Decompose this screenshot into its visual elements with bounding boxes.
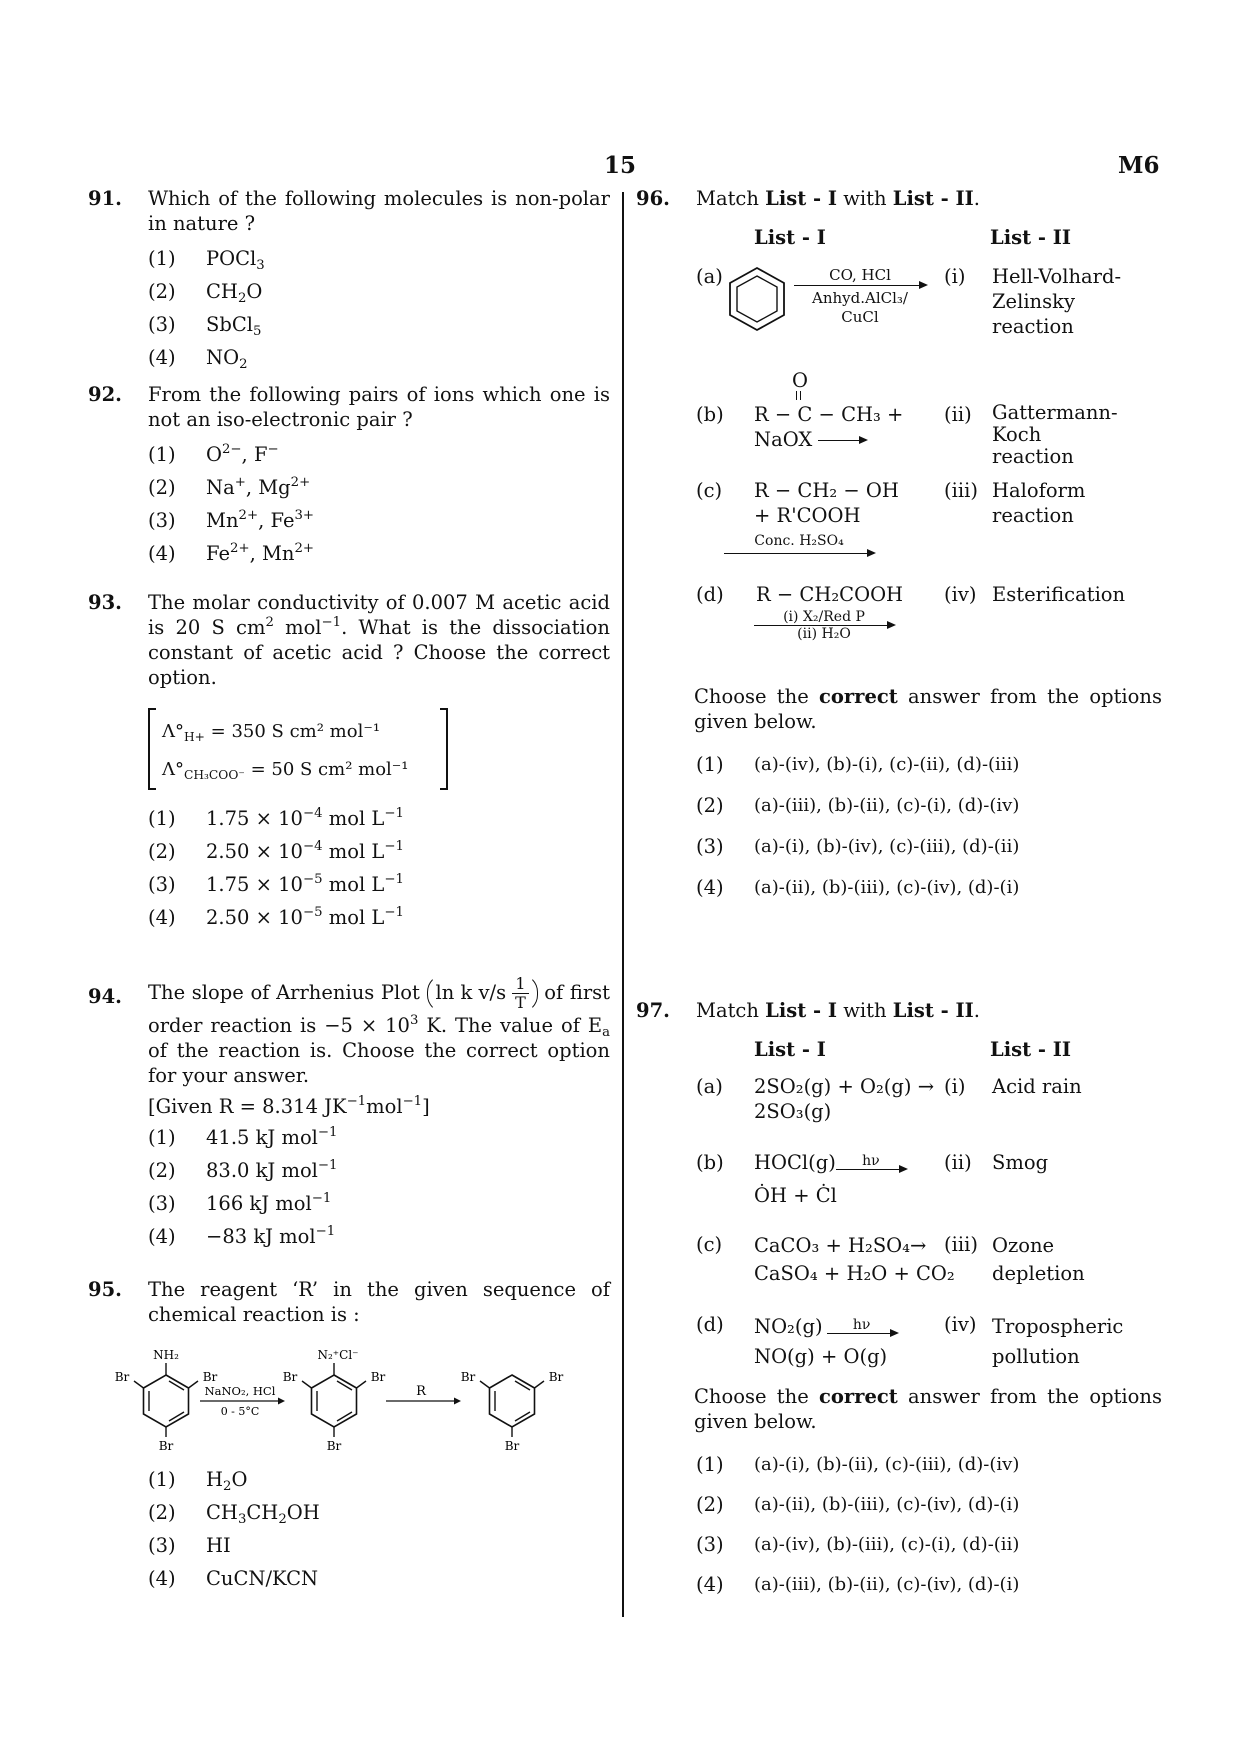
option-text: $1.75 \times 10^{-4}$ mol $L^{-1}$	[206, 806, 404, 830]
reaction-name: Gattermann-Koch reaction	[992, 401, 1118, 468]
option-label: (1)	[148, 1468, 176, 1491]
reaction-arrow-2	[386, 1384, 461, 1405]
option-label: (3)	[696, 1532, 724, 1556]
list-headers	[696, 1037, 1162, 1062]
nh2-label: NH₂	[153, 1348, 179, 1362]
row-label: (c)	[696, 1233, 723, 1256]
fraction: $\frac{1}{T}$	[512, 975, 528, 1012]
choose-instruction: Choose the correct answer from the options given below.	[694, 1385, 1162, 1433]
question-number: 94.	[88, 985, 122, 1008]
row-roman: (ii)	[944, 403, 972, 426]
option-text: −83 kJ mol$^{-1}$	[206, 1224, 336, 1248]
option-text: $2.50 \times 10^{-5}$ mol $L^{-1}$	[206, 905, 404, 929]
equation: 2SO₂(g) + O₂(g) → 2SO₃(g)	[754, 1075, 935, 1123]
right-column	[636, 186, 1162, 1604]
option-text: CuCN/KCN	[206, 1567, 319, 1590]
option[interactable]	[696, 1564, 1162, 1604]
environmental-effect: Ozone depletion	[992, 1234, 1085, 1285]
option-text: (a)-(iii), (b)-(ii), (c)-(i), (d)-(iv)	[754, 795, 1020, 816]
question-stem: The reagent ‘R’ in the given sequence of chemical reaction is :	[148, 1278, 610, 1326]
option-label: (1)	[148, 1126, 176, 1149]
given-constant: [Given R = 8.314 $JK^{-1}mol^{-1}$]	[148, 1094, 430, 1118]
option[interactable]	[148, 802, 610, 835]
question-number: 95.	[88, 1278, 122, 1301]
option[interactable]	[148, 275, 610, 308]
option-text: Na+, $Mg^{2+}$	[206, 475, 311, 499]
match-row-b	[696, 369, 1162, 468]
option-text: (a)-(ii), (b)-(iii), (c)-(iv), (d)-(i)	[754, 877, 1020, 898]
question-97	[636, 998, 1162, 1604]
row-roman: (i)	[944, 265, 966, 288]
question-number: 93.	[88, 591, 122, 614]
reaction-arrow	[724, 533, 874, 554]
option[interactable]	[148, 835, 610, 868]
choose-instruction: Choose the correct answer from the options given below.	[694, 685, 1162, 733]
match-row-b	[696, 1150, 1162, 1232]
arrow-line	[724, 553, 874, 554]
reagent-r-label: R	[416, 1384, 426, 1399]
diazonium-salt-structure	[283, 1348, 386, 1453]
arrow-condition-top: Conc. H₂SO₄	[754, 533, 844, 549]
carbonyl-oxygen: O	[792, 369, 808, 392]
options-list	[148, 802, 610, 934]
equation-line: R − CH₂ − OH	[754, 479, 899, 502]
options-list	[696, 1444, 1162, 1604]
reaction-arrow	[794, 266, 926, 327]
option[interactable]	[148, 868, 610, 901]
option[interactable]	[696, 826, 1162, 867]
option[interactable]	[148, 242, 610, 275]
esterification-equation	[754, 478, 944, 582]
option-text: POCl$_3$	[206, 247, 265, 273]
given-data-box	[148, 708, 448, 790]
option[interactable]	[148, 1496, 610, 1529]
option-label: (2)	[148, 1159, 176, 1182]
benzene-reaction	[726, 264, 944, 376]
column-divider	[622, 192, 624, 1617]
arrow-condition-bottom: CuCl	[841, 308, 879, 326]
row-roman: (iv)	[944, 583, 977, 606]
arrow-condition-bottom: 0 - 5°C	[220, 1405, 260, 1418]
option-text: $2.50 \times 10^{-4}$ mol $L^{-1}$	[206, 839, 404, 863]
option-label: (4)	[696, 1572, 724, 1596]
page-number: 15	[604, 152, 637, 179]
reaction-arrow	[818, 440, 866, 441]
option-label: (4)	[696, 876, 724, 899]
options-list	[148, 1121, 610, 1253]
options-list	[148, 1463, 610, 1595]
option-text: 166 kJ mol$^{-1}$	[206, 1191, 332, 1215]
option[interactable]	[148, 504, 610, 537]
environmental-effect: Tropospheric pollution	[992, 1315, 1124, 1368]
row-label: (d)	[696, 583, 724, 606]
option-label: (3)	[148, 1534, 176, 1557]
option[interactable]	[696, 1444, 1162, 1484]
match-row-d	[696, 1312, 1162, 1384]
option-text: (a)-(iv), (b)-(i), (c)-(ii), (d)-(iii)	[754, 754, 1020, 775]
row-roman: (iii)	[944, 479, 978, 502]
option[interactable]	[148, 1121, 610, 1154]
hvz-equation	[754, 582, 944, 684]
equation: CaCO₃ + H₂SO₄→ CaSO₄ + H₂O + CO₂	[754, 1234, 955, 1285]
row-label: (c)	[696, 479, 723, 502]
br-label: Br	[114, 1370, 130, 1384]
question-96	[636, 186, 1162, 998]
arrow-condition-top: hν	[862, 1153, 880, 1169]
option-label: (3)	[148, 1192, 176, 1215]
row-label: (d)	[696, 1313, 724, 1336]
left-column	[88, 186, 610, 1597]
br-label: Br	[202, 1370, 218, 1384]
option-label: (2)	[148, 1501, 176, 1524]
tribromobenzene-structure	[461, 1370, 564, 1453]
br-label: Br	[282, 1370, 298, 1384]
option[interactable]	[696, 744, 1162, 785]
given-line: $\Lambda^\circ_{CH_3COO^-} = 50$ S cm² mol⁻¹	[162, 759, 409, 782]
option-text: HI	[206, 1534, 231, 1557]
br-label: Br	[548, 1370, 564, 1384]
question-92	[88, 382, 610, 590]
haloform-equation	[754, 369, 944, 464]
option[interactable]	[148, 1463, 610, 1496]
option-text: 83.0 kJ mol$^{-1}$	[206, 1158, 338, 1182]
row-roman: (iv)	[944, 1313, 977, 1336]
option[interactable]	[148, 1220, 610, 1253]
reaction-name: Haloform reaction	[992, 479, 1086, 527]
option-label: (3)	[148, 509, 176, 532]
option-label: (3)	[148, 313, 176, 336]
option-text: (a)-(i), (b)-(iv), (c)-(iii), (d)-(ii)	[754, 836, 1020, 857]
arrow-line	[754, 625, 894, 626]
booklet-code: M6	[1118, 152, 1160, 179]
arrow-condition-top: CO, HCl	[829, 266, 891, 284]
benzene-ring-icon	[726, 264, 788, 334]
options-list	[148, 242, 610, 374]
option-text: 41.5 kJ mol$^{-1}$	[206, 1125, 338, 1149]
row-roman: (iii)	[944, 1233, 978, 1256]
match-row-a	[696, 264, 1162, 376]
match-row-c	[696, 1232, 1162, 1312]
option[interactable]	[148, 308, 610, 341]
equation-line: R − CH₂COOH	[756, 583, 904, 606]
option[interactable]	[148, 471, 610, 504]
option[interactable]	[148, 1187, 610, 1220]
question-stem: From the following pairs of ions which one is not an iso-electronic pair ?	[148, 383, 610, 431]
question-number: 96.	[636, 187, 670, 210]
option-label: (3)	[696, 835, 724, 858]
option-text: $Mn^{2+}$, $Fe^{3+}$	[206, 508, 315, 532]
br-label: Br	[504, 1439, 520, 1453]
equation: HOCl(g) hν ȮH + Ċl	[754, 1150, 944, 1232]
arrow-condition-top: hν	[852, 1317, 871, 1333]
option-text: (a)-(ii), (b)-(iii), (c)-(iv), (d)-(i)	[754, 1493, 1020, 1515]
equation-line: R − C − CH₃ +	[754, 403, 904, 426]
option[interactable]	[696, 785, 1162, 826]
question-stem: Match List - I with List - II.	[696, 187, 980, 210]
option-text: $CH_3CH_2OH$	[206, 1501, 320, 1527]
list-2-header: List - II	[990, 226, 1072, 249]
option[interactable]	[148, 1529, 610, 1562]
reaction-arrow-1	[200, 1384, 285, 1418]
option-label: (1)	[148, 247, 176, 270]
question-stem: The slope of Arrhenius Plot ln k v/s $\frac{1}{T}$ of first order reaction is $-5 \times 10^3$ K. The value of $E_a$ of the reaction is. Choose the correct option for your answer.	[148, 974, 610, 1087]
option-text: SbCl$_5$	[206, 313, 262, 339]
arrow-condition-bottom: Anhyd.AlCl₃/	[812, 289, 908, 307]
option[interactable]	[148, 438, 610, 471]
option[interactable]	[148, 901, 610, 934]
arrow-line	[794, 285, 926, 286]
arrhenius-plot-expression: ln k v/s $\frac{1}{T}$	[427, 974, 538, 1013]
option[interactable]	[148, 1154, 610, 1187]
option-text: (a)-(i), (b)-(ii), (c)-(iii), (d)-(iv)	[754, 1453, 1020, 1475]
option-label: (2)	[148, 476, 176, 499]
option[interactable]	[148, 1562, 610, 1595]
row-label: (b)	[696, 403, 724, 426]
list-headers	[696, 225, 1162, 250]
option[interactable]	[148, 537, 610, 570]
option-text: $1.75 \times 10^{-5}$ mol $L^{-1}$	[206, 872, 404, 896]
option-label: (2)	[148, 840, 176, 863]
question-stem: Which of the following molecules is non-polar in nature ?	[148, 187, 610, 235]
equation-line: + R'COOH	[754, 504, 861, 527]
br-label: Br	[326, 1439, 342, 1453]
diazonium-label: N₂⁺Cl⁻	[317, 1348, 359, 1362]
option[interactable]	[696, 867, 1162, 908]
option-label: (4)	[148, 346, 176, 369]
br-label: Br	[460, 1370, 476, 1384]
question-93	[88, 590, 610, 974]
option[interactable]	[696, 1524, 1162, 1564]
option-label: (1)	[148, 443, 176, 466]
option-text: $Fe^{2+}$, $Mn^{2+}$	[206, 541, 315, 565]
list-1-header: List - I	[754, 226, 826, 249]
match-row-d	[696, 582, 1162, 684]
arrow-condition-bottom: (ii) H₂O	[797, 626, 851, 642]
option-label: (4)	[148, 1567, 176, 1590]
arrow-condition-top: NaNO₂, HCl	[204, 1384, 276, 1398]
reaction-name: Hell-Volhard- Zelinsky reaction	[992, 265, 1122, 338]
option-text: $CH_2O$	[206, 280, 263, 306]
given-line: $\Lambda^\circ_{H+} = 350$ S cm² mol⁻¹	[162, 721, 381, 744]
option-text: $H_2O$	[206, 1468, 248, 1494]
row-label: (a)	[696, 265, 723, 288]
question-number: 97.	[636, 999, 670, 1022]
equation: NO₂(g) hν NO(g) + O(g)	[754, 1312, 944, 1384]
option-text: $NO_2$	[206, 346, 248, 372]
carbonyl-double-bond	[796, 391, 801, 400]
environmental-effect: Smog	[992, 1151, 1049, 1174]
option[interactable]	[696, 1484, 1162, 1524]
options-list	[148, 438, 610, 570]
arrow-condition-top: (i) X₂/Red P	[783, 609, 865, 625]
option-label: (3)	[148, 873, 176, 896]
reaction-name: Esterification	[992, 583, 1126, 606]
reaction-scheme	[88, 1333, 608, 1463]
option-label: (4)	[148, 906, 176, 929]
list-1-header: List - I	[754, 1038, 826, 1061]
option-text: $O^{2-}$, F−	[206, 442, 279, 466]
row-label: (a)	[696, 1075, 723, 1098]
reaction-arrow	[754, 609, 894, 642]
option-text: (a)-(iv), (b)-(iii), (c)-(i), (d)-(ii)	[754, 1533, 1020, 1555]
options-list	[696, 744, 1162, 908]
option-label: (2)	[696, 794, 724, 817]
option-label: (2)	[148, 280, 176, 303]
br-label: Br	[158, 1439, 174, 1453]
equation-line: NaOX	[754, 427, 944, 452]
br-label: Br	[370, 1370, 386, 1384]
option[interactable]	[148, 341, 610, 374]
question-number: 92.	[88, 383, 122, 406]
question-95	[88, 1277, 610, 1597]
option-label: (2)	[696, 1492, 724, 1516]
option-label: (1)	[696, 1452, 724, 1476]
match-row-c	[696, 464, 1162, 582]
environmental-effect: Acid rain	[992, 1075, 1082, 1098]
question-stem: Match List - I with List - II.	[696, 999, 980, 1022]
row-roman: (i)	[944, 1075, 966, 1098]
option-text: (a)-(iii), (b)-(ii), (c)-(iv), (d)-(i)	[754, 1573, 1020, 1595]
option-label: (4)	[148, 542, 176, 565]
row-label: (b)	[696, 1151, 724, 1174]
question-number: 91.	[88, 187, 122, 210]
option-label: (1)	[148, 807, 176, 830]
row-roman: (ii)	[944, 1151, 972, 1174]
option-label: (4)	[148, 1225, 176, 1248]
option-label: (1)	[696, 753, 724, 776]
match-row-a	[696, 1074, 1162, 1150]
question-91	[88, 186, 610, 382]
reaction-arrow	[836, 1153, 906, 1170]
question-stem: The molar conductivity of 0.007 M acetic acid is 20 S $cm^2$ mol$^{-1}$. What is the dissociation constant of acetic acid ? Choose the correct option.	[148, 591, 610, 689]
question-94	[88, 974, 610, 1277]
list-2-header: List - II	[990, 1038, 1072, 1061]
reaction-arrow	[827, 1317, 897, 1334]
